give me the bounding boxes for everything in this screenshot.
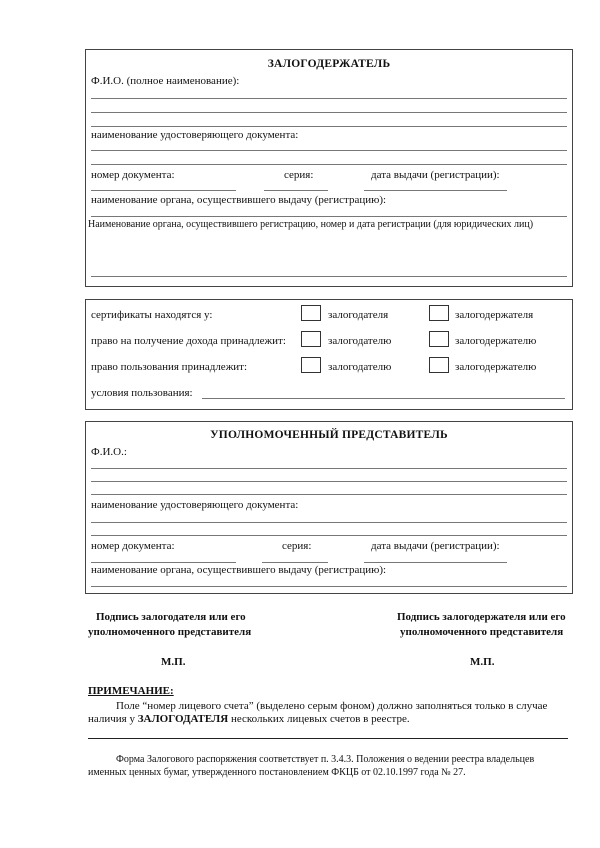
pledgeholder-registration-line[interactable] — [91, 276, 567, 277]
certificates-label: сертификаты находятся у: — [91, 309, 213, 321]
pledgeholder-id-doc-line-1[interactable] — [91, 150, 567, 151]
representative-issuer-line[interactable] — [91, 586, 567, 587]
pledgeholder-stamp-label: М.П. — [470, 656, 495, 668]
pledgeholder-fio-line-2[interactable] — [91, 112, 567, 113]
pledger-signature-line1: Подпись залогодателя или его — [96, 611, 246, 623]
rights-section — [85, 299, 573, 410]
use-pledgeholder-checkbox[interactable] — [429, 357, 449, 373]
use-conditions-field[interactable] — [202, 398, 565, 399]
certificates-pledger-label: залогодателя — [328, 309, 389, 321]
use-conditions-label: условия пользования: — [91, 387, 193, 399]
certificates-pledger-checkbox[interactable] — [301, 305, 321, 321]
representative-id-doc-label: наименование удостоверяющего документа: — [91, 499, 299, 511]
representative-doc-number-field[interactable] — [91, 562, 236, 563]
representative-fio-line-3[interactable] — [91, 494, 567, 495]
pledgeholder-signature-line1: Подпись залогодержателя или его — [397, 611, 566, 623]
representative-id-doc-line-1[interactable] — [91, 522, 567, 523]
note-line-2 — [88, 714, 410, 725]
representative-doc-number-label: номер документа: — [91, 540, 175, 552]
representative-series-field[interactable] — [262, 562, 328, 563]
note-line-1: Поле “номер лицевого счета” (выделено серым фоном) должно заполняться только в случае — [116, 700, 548, 712]
pledgeholder-section — [85, 49, 573, 287]
pledgeholder-doc-number-label: номер документа: — [91, 169, 175, 181]
note-line-2-post: нескольких лицевых счетов в реестре. — [228, 713, 410, 725]
income-pledger-label: залогодателю — [328, 335, 392, 347]
certificates-pledgeholder-label: залогодержателя — [455, 309, 534, 321]
representative-issuer-label: наименование органа, осуществившего выдачу (регистрацию): — [91, 564, 387, 576]
pledgeholder-registration-label: Наименование органа, осуществившего регистрацию, номер и дата регистрации (для юридических лиц) — [88, 219, 534, 230]
representative-title: УПОЛНОМОЧЕННЫЙ ПРЕДСТАВИТЕЛЬ — [210, 429, 448, 441]
pledgeholder-title: ЗАЛОГОДЕРЖАТЕЛЬ — [267, 58, 391, 70]
income-pledger-checkbox[interactable] — [301, 331, 321, 347]
footer-line-2: именных ценных бумаг, утвержденного постановлением ФКЦБ от 02.10.1997 года № 27. — [88, 767, 466, 778]
pledgeholder-id-doc-line-2[interactable] — [91, 164, 567, 165]
note-heading: ПРИМЕЧАНИЕ: — [88, 685, 174, 697]
pledgeholder-issue-date-label: дата выдачи (регистрации): — [371, 169, 500, 181]
pledger-stamp-label: М.П. — [161, 656, 186, 668]
pledgeholder-fio-line-3[interactable] — [91, 126, 567, 127]
pledgeholder-issuer-label: наименование органа, осуществившего выдачу (регистрацию): — [91, 194, 387, 206]
representative-issue-date-field[interactable] — [364, 562, 507, 563]
use-right-label: право пользования принадлежит: — [91, 361, 248, 373]
pledgeholder-id-doc-label: наименование удостоверяющего документа: — [91, 129, 299, 141]
representative-fio-line-2[interactable] — [91, 481, 567, 482]
pledgeholder-series-label: серия: — [284, 169, 314, 181]
representative-section — [85, 421, 573, 594]
representative-issue-date-label: дата выдачи (регистрации): — [371, 540, 500, 552]
representative-id-doc-line-2[interactable] — [91, 535, 567, 536]
representative-series-label: серия: — [282, 540, 312, 552]
pledgeholder-issue-date-field[interactable] — [364, 190, 507, 191]
pledgeholder-fio-label: Ф.И.О. (полное наименование): — [91, 75, 240, 87]
certificates-pledgeholder-checkbox[interactable] — [429, 305, 449, 321]
pledgeholder-series-field[interactable] — [264, 190, 328, 191]
use-pledger-label: залогодателю — [328, 361, 392, 373]
pledgeholder-fio-line-1[interactable] — [91, 98, 567, 99]
use-pledger-checkbox[interactable] — [301, 357, 321, 373]
note-line-2-bold: ЗАЛОГОДАТЕЛЯ — [137, 713, 229, 725]
income-right-label: право на получение дохода принадлежит: — [91, 335, 286, 347]
pledgeholder-issuer-line[interactable] — [91, 216, 567, 217]
income-pledgeholder-label: залогодержателю — [455, 335, 537, 347]
pledgeholder-signature-line2: уполномоченного представителя — [400, 626, 564, 638]
representative-fio-line-1[interactable] — [91, 468, 567, 469]
income-pledgeholder-checkbox[interactable] — [429, 331, 449, 347]
pledgeholder-doc-number-field[interactable] — [91, 190, 236, 191]
footer-divider — [88, 738, 568, 739]
pledger-signature-line2: уполномоченного представителя — [88, 626, 252, 638]
note-line-2-pre: наличия у — [88, 713, 138, 725]
footer-line-1: Форма Залогового распоряжения соответствует п. 3.4.3. Положения о ведении реестра владельцев — [116, 754, 535, 765]
representative-fio-label: Ф.И.О.: — [91, 446, 127, 458]
use-pledgeholder-label: залогодержателю — [455, 361, 537, 373]
